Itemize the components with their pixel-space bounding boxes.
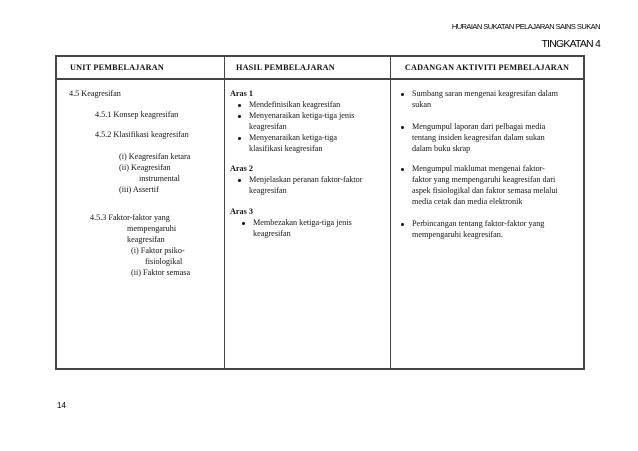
aktiviti-bullet-1-cont: sukan — [412, 100, 432, 109]
subtopic-klasifikasi: 4.5.2 Klasifikasi keagresifan — [95, 130, 189, 139]
unit-topic: 4.5 Keagresifan — [69, 89, 121, 98]
aktiviti-bullet-2-cont-1: tentang insiden keagresifan dalam sukan — [412, 133, 545, 142]
aras-3-label: Aras 3 — [230, 207, 253, 216]
unit-cell — [57, 80, 225, 368]
hasil-cell — [225, 80, 391, 368]
hasil-bullet-3-cont: klasifikasi keagresifan — [249, 144, 323, 153]
factor-item-1-cont: fisiologikal — [145, 257, 183, 266]
aktiviti-bullet-3-cont-2: aspek fisiologikal dan faktor semasa melalui — [412, 186, 558, 195]
column-header-aktiviti: CADANGAN AKTIVITI PEMBELAJARAN — [391, 57, 583, 80]
aktiviti-bullet-3-cont-3: media cetak dan media elektronik — [412, 197, 523, 206]
hasil-bullet-3: Menyenaraikan ketiga-tiga — [249, 133, 337, 142]
aktiviti-bullet-2: Mengumpul laporan dari pelbagai media — [412, 122, 546, 131]
factor-item-1: (i) Faktor psiko- — [131, 246, 185, 255]
aktiviti-bullet-4-cont: mempengaruhi keagresifan. — [412, 230, 503, 239]
column-header-unit: UNIT PEMBELAJARAN — [57, 57, 225, 80]
aktiviti-bullet-3: Mengumpul maklumat mengenai faktor- — [412, 164, 545, 173]
aktiviti-bullet-1: Sumbang saran mengenai keagresifan dalam — [412, 89, 558, 98]
classification-item-2: (ii) Keagresifan — [119, 163, 171, 172]
hasil-bullet-4-cont: keagresifan — [249, 186, 287, 195]
aras-1-label: Aras 1 — [230, 89, 253, 98]
subtopic-konsep: 4.5.1 Konsep keagresifan — [95, 110, 179, 119]
hasil-bullet-4: Menjelaskan peranan faktor-faktor — [249, 175, 363, 184]
hasil-bullet-1: Mendefinisikan keagresifan — [249, 100, 341, 109]
subtopic-faktor: 4.5.3 Faktor-faktor yang — [90, 213, 170, 222]
subtopic-faktor-cont-1: mempengaruhi — [127, 224, 177, 233]
header-form-title: TINGKATAN 4 — [541, 38, 600, 50]
column-header-hasil: HASIL PEMBELAJARAN — [225, 57, 391, 80]
aktiviti-bullet-3-cont-1: faktor yang mempengaruhi keagresifan dari — [412, 175, 556, 184]
aktiviti-bullet-4: Perbincangan tentang faktor-faktor yang — [412, 219, 545, 228]
syllabus-table — [55, 55, 585, 370]
aras-2-label: Aras 2 — [230, 164, 253, 173]
hasil-bullet-5-cont: keagresifan — [253, 229, 291, 238]
aktiviti-bullet-2-cont-2: dalam buku skrap — [412, 144, 471, 153]
page-number: 14 — [57, 401, 66, 410]
classification-item-1: (i) Keagresifan ketara — [119, 152, 191, 161]
header-subject-title: HURAIAN SUKATAN PELAJARAN SAINS SUKAN — [451, 22, 600, 31]
hasil-bullet-5: Membezakan ketiga-tiga jenis — [253, 218, 352, 227]
hasil-bullet-2: Menyenaraikan ketiga-tiga jenis — [249, 111, 355, 120]
classification-item-3: (iii) Assertif — [119, 185, 159, 194]
classification-item-2-cont: instrumental — [139, 174, 180, 183]
aktiviti-cell — [391, 80, 583, 368]
factor-item-2: (ii) Faktor semasa — [131, 268, 191, 277]
hasil-bullet-2-cont: keagresifan — [249, 122, 287, 131]
subtopic-faktor-cont-2: keagresifan — [127, 235, 165, 244]
